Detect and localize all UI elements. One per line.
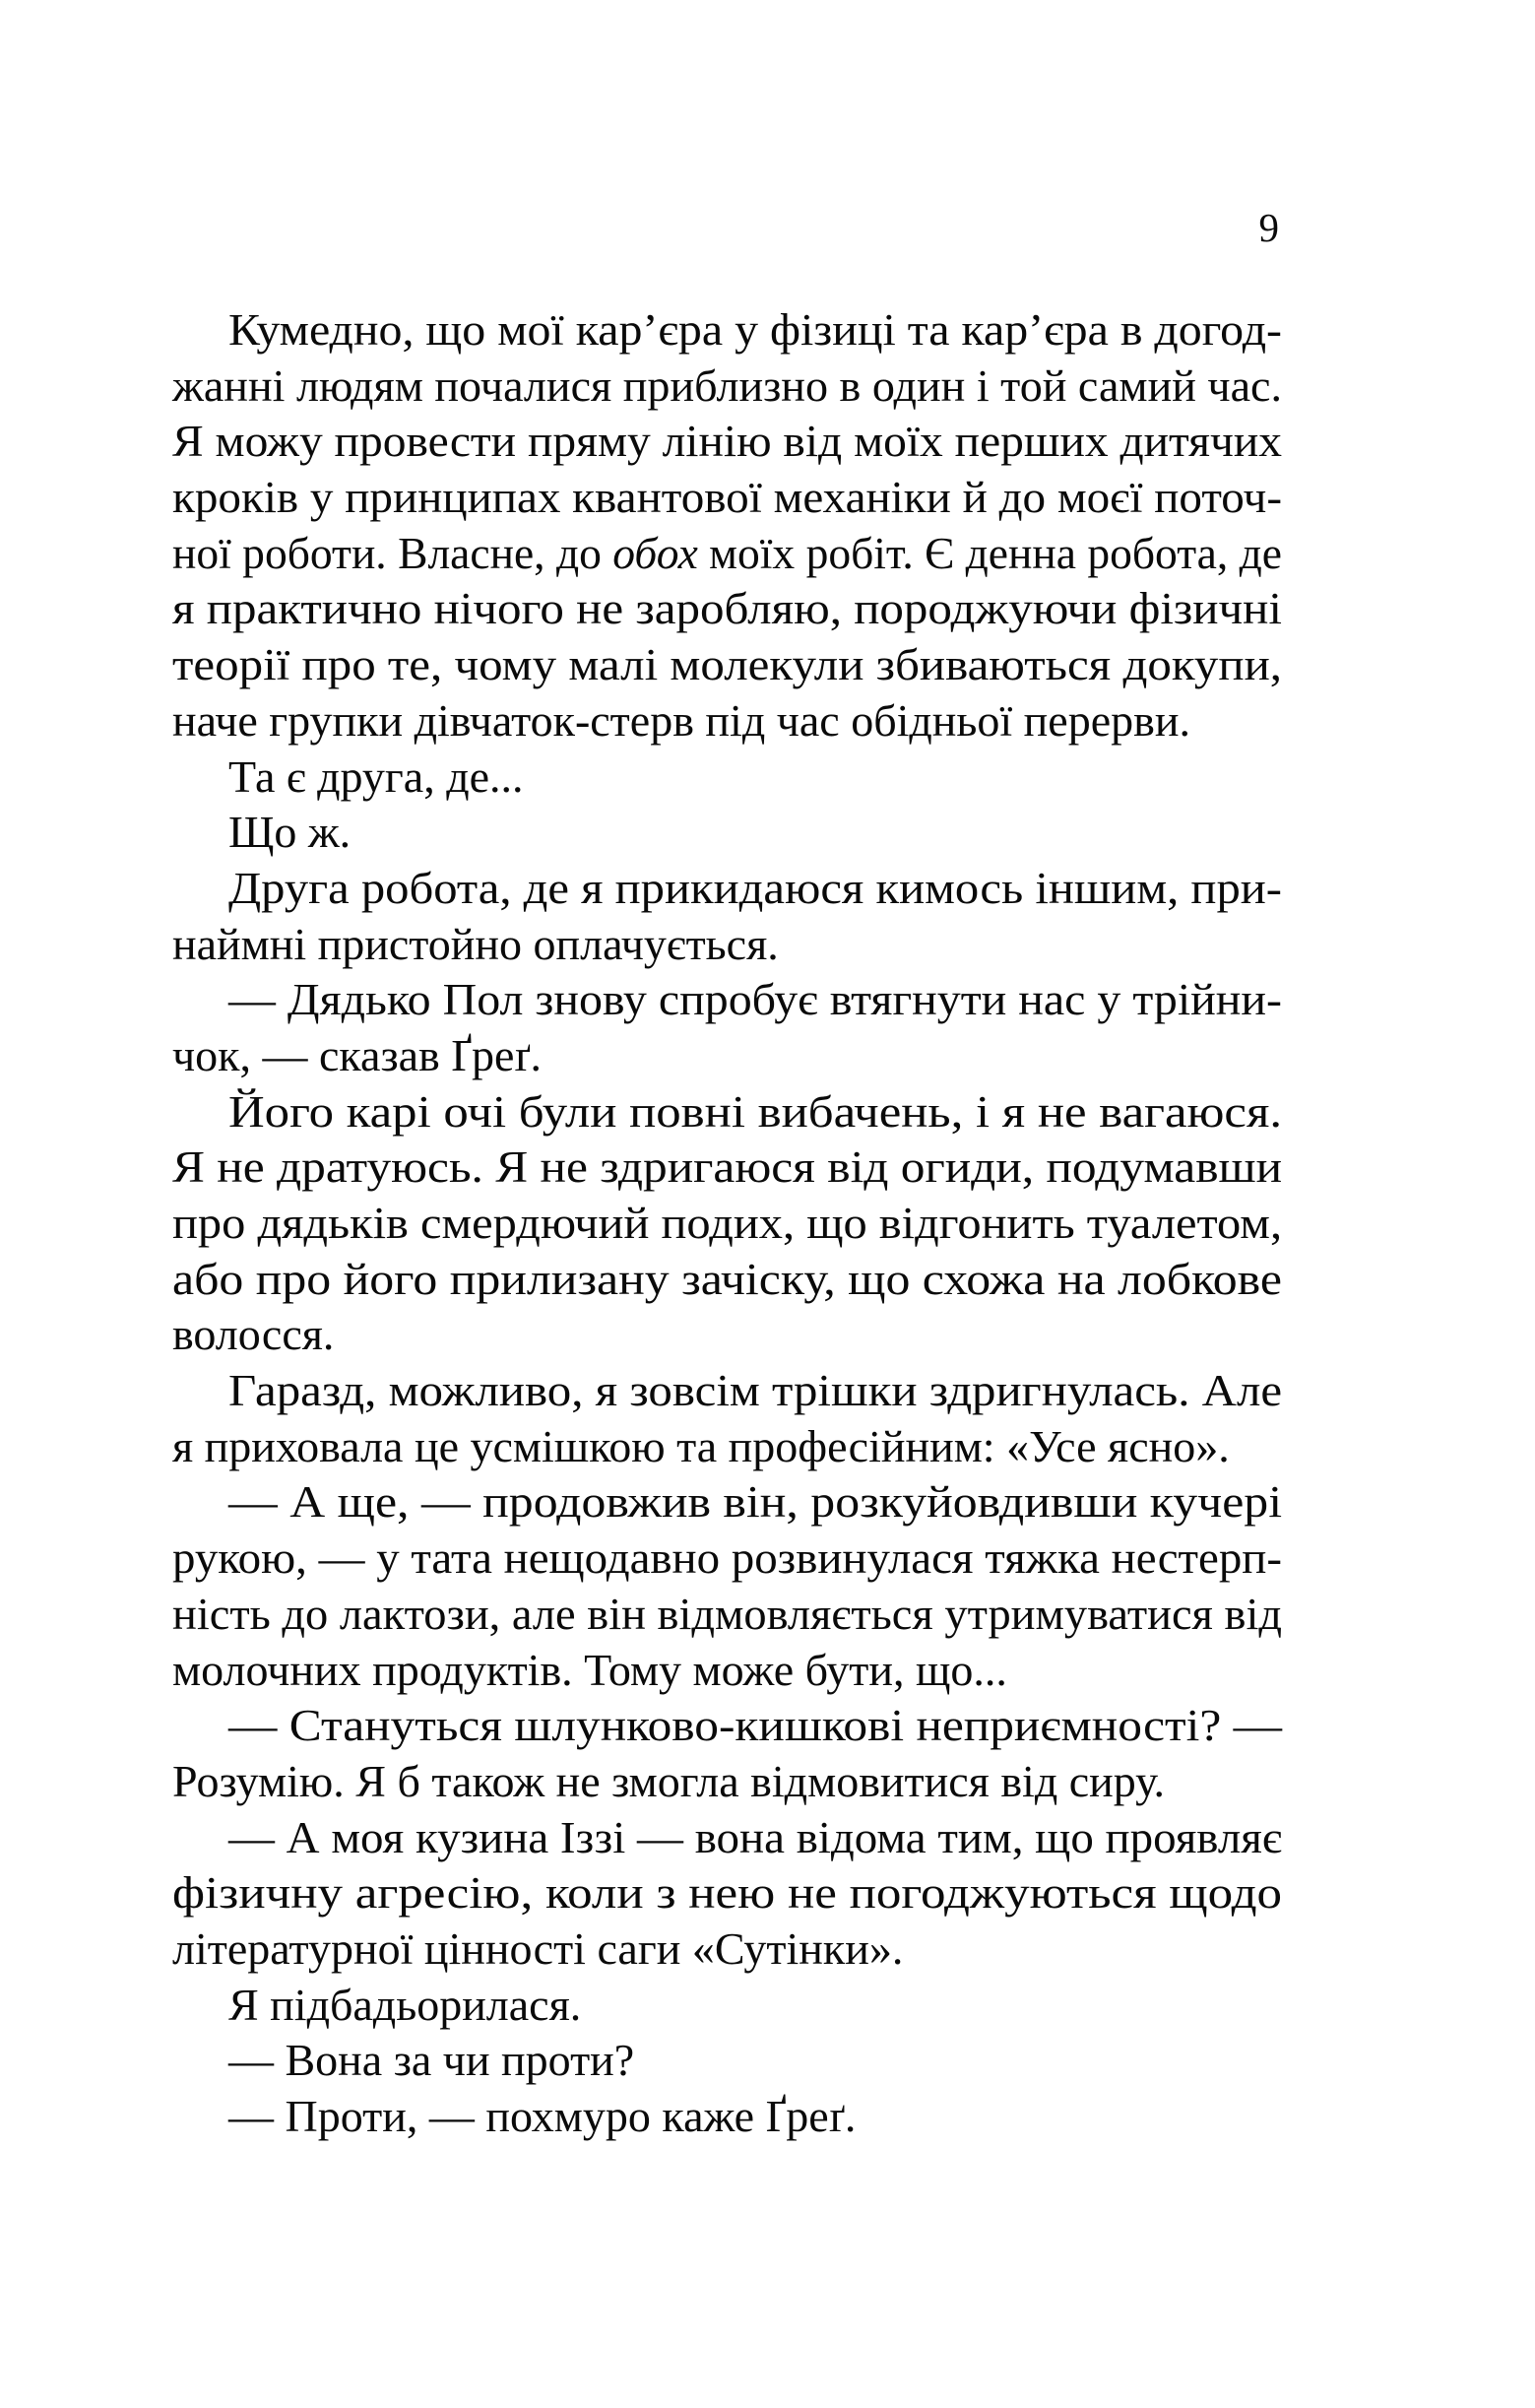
text-line-content: — Проти, — похмуро каже Ґреґ. — [228, 2091, 857, 2141]
text-line — [172, 358, 1282, 415]
text-line-content: наче групки дівчаток-стерв під час обідньої перерви. — [172, 694, 1190, 746]
italic-text: обох — [612, 527, 698, 578]
text-line — [172, 1084, 1282, 1140]
text-line-content: Кумедно, що мої кар’єра у фізиці та кар’єра в догод- — [228, 304, 1283, 355]
text-line — [172, 526, 1282, 582]
text-line — [172, 1754, 1282, 1810]
text-line-content: я практично нічого не заробляю, породжуючи фізичні — [172, 583, 1282, 634]
text-line-content: волосся. — [172, 1309, 335, 1360]
text-line — [172, 1252, 1282, 1308]
text-line-content: — Стануться шлунково-кишкові неприємності? — — [228, 1700, 1283, 1751]
text-line-content: — А ще, — продовжив він, розкуйовдивши кучері — [228, 1476, 1283, 1528]
text-line-content: ність до лактози, але він відмовляється утримуватися від — [172, 1588, 1282, 1639]
text-line — [172, 1028, 1282, 1084]
text-line-content: Що ж. — [228, 807, 352, 858]
text-line — [172, 470, 1282, 526]
text-line-content: або про його прилизану зачіску, що схожа на лобкове — [172, 1253, 1282, 1304]
text-line — [172, 1810, 1282, 1866]
text-line-content: — Вона за чи проти? — [228, 2035, 635, 2086]
text-line — [172, 2033, 1282, 2089]
text-line — [172, 1530, 1282, 1587]
text-line — [172, 749, 1282, 806]
text-line — [172, 1978, 1282, 2034]
text-line — [172, 1698, 1282, 1754]
text-line-content: чок, — сказав Ґреґ. — [172, 1029, 543, 1080]
text-line-content: — А моя кузина Іззі — вона відома тим, що проявляє — [228, 1811, 1283, 1862]
text-line-content: наймні пристойно оплачується. — [172, 918, 779, 969]
text-line-content: Його карі очі були повні вибачень, і я не вагаюся. — [228, 1085, 1283, 1137]
text-line — [172, 1865, 1282, 1921]
text-line — [172, 581, 1282, 637]
text-line-content: Та є друга, де... — [228, 750, 524, 802]
text-line — [172, 1921, 1282, 1978]
text-line — [172, 1196, 1282, 1252]
text-line — [172, 917, 1282, 973]
text-line — [172, 972, 1282, 1028]
text-line-content: про дядьків смердючий подих, що відгонить туалетом, — [172, 1198, 1283, 1248]
text-line — [172, 302, 1282, 358]
text-line-content: молочних продуктів. Тому може бути, що... — [172, 1644, 1007, 1695]
text-line — [172, 1139, 1282, 1196]
text-line-content: я приховала це усмішкою та професійним: «Усе ясно». — [172, 1420, 1230, 1471]
text-line — [172, 1363, 1282, 1419]
page-number: 9 — [1258, 205, 1279, 250]
text-line — [172, 637, 1282, 693]
text-line-content: Гаразд, можливо, я зовсім трішки здригнулась. Але — [228, 1365, 1283, 1416]
text-line-content: Я не дратуюсь. Я не здригаюся від огиди, подумавши — [172, 1141, 1283, 1193]
text-line-content: літературної цінності саги «Сутінки». — [172, 1922, 904, 1974]
text-line-content: теорії про те, чому малі молекули збиваються докупи, — [172, 639, 1283, 690]
text-line — [172, 1643, 1282, 1699]
text-line — [172, 1307, 1282, 1363]
text-line-content: жанні людям почалися приблизно в один і той самий час. — [172, 359, 1283, 411]
text-line-content: Я можу провести пряму лінію від моїх перших дитячих — [172, 416, 1283, 467]
text-line — [172, 1474, 1282, 1530]
text-line-content: Я підбадьорилася. — [228, 1979, 582, 2030]
text-line — [172, 1587, 1282, 1643]
text-line — [172, 1419, 1282, 1475]
text-line-content: ної роботи. Власне, до обох моїх робіт. Є денна робота, де — [172, 527, 1283, 578]
text-line-content: фізичну агресію, коли з нею не погоджуються щодо — [172, 1867, 1282, 1919]
text-line — [172, 2089, 1282, 2145]
text-line — [172, 861, 1282, 917]
text-line-content: кроків у принципах квантової механіки й до моєї поточ- — [172, 472, 1282, 523]
text-line-content: Друга робота, де я прикидаюся кимось іншим, при- — [228, 862, 1282, 913]
text-line-content: Розумію. Я б також не змогла відмовитися від сиру. — [172, 1755, 1166, 1806]
text-line-content: — Дядько Пол знову спробує втягнути нас у трійни- — [228, 974, 1283, 1025]
text-block — [172, 302, 1282, 2145]
text-line — [172, 805, 1282, 861]
text-line — [172, 414, 1282, 470]
text-line — [172, 693, 1282, 749]
text-line-content: рукою, — у тата нещодавно розвинулася тяжка нестерп- — [172, 1532, 1282, 1584]
